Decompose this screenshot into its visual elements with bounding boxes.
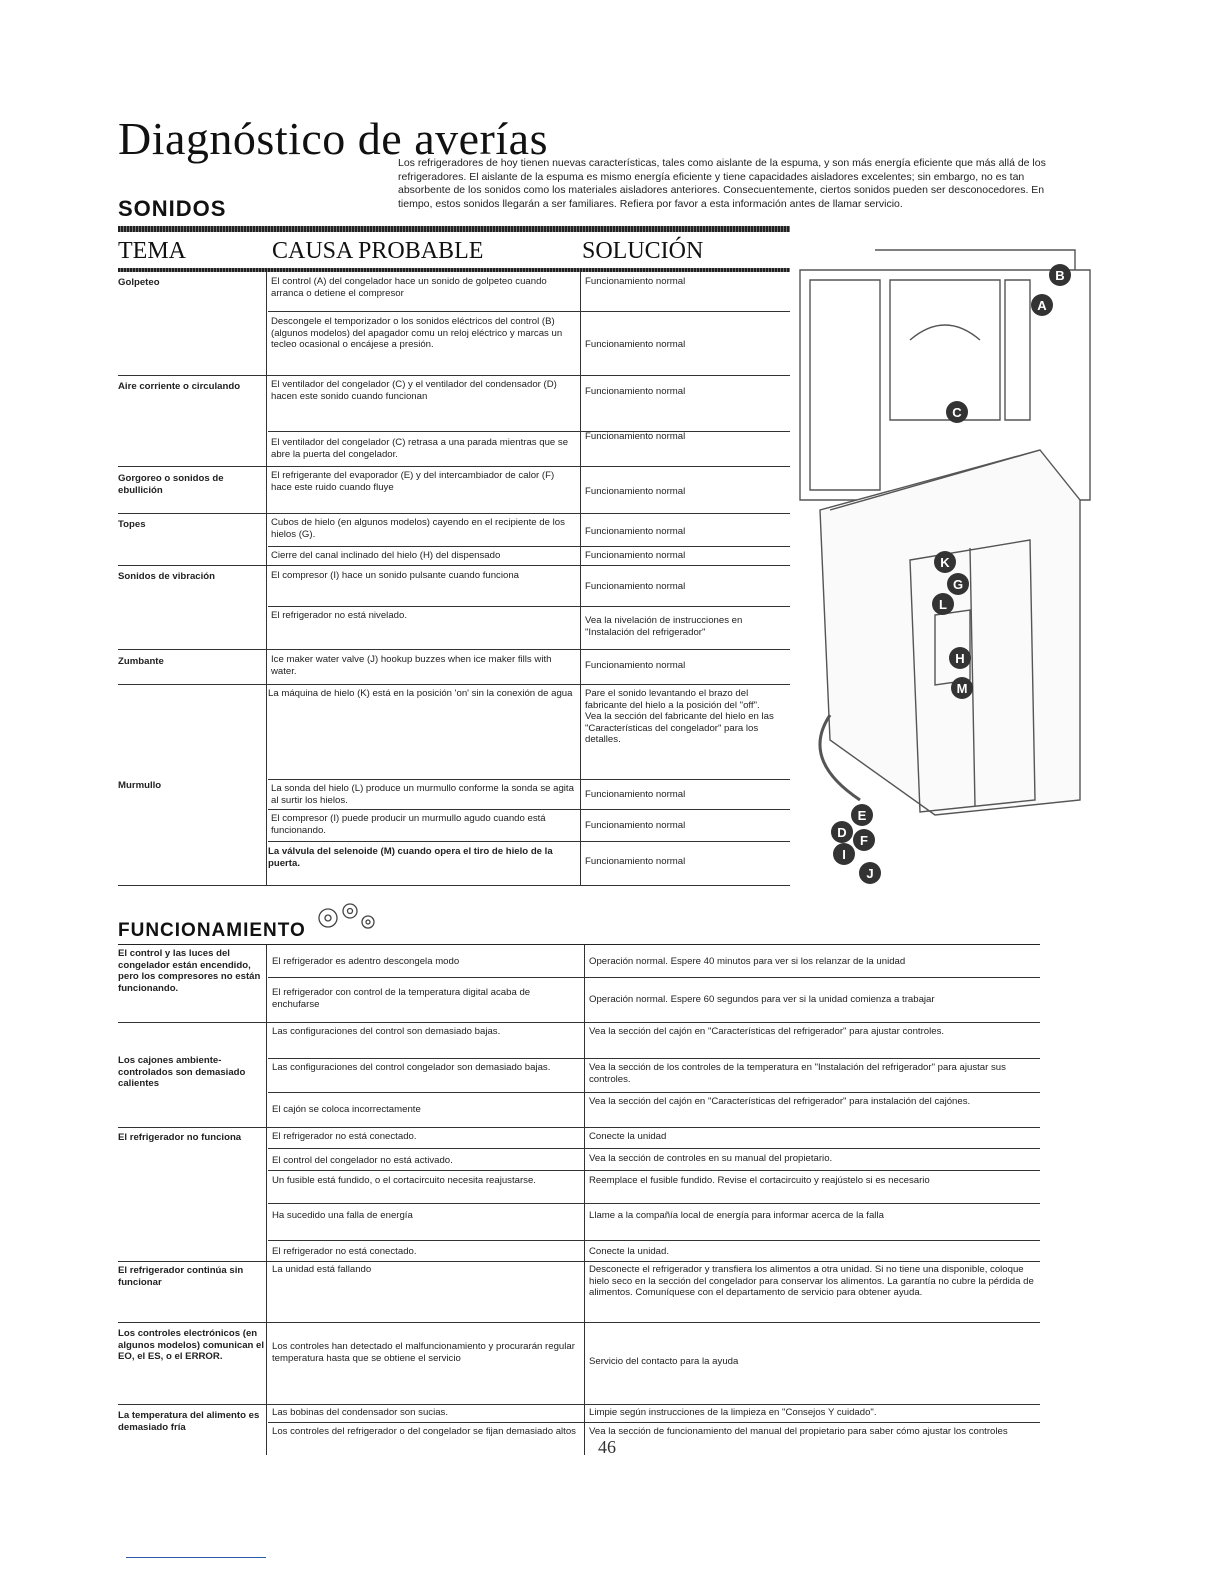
callout-label: E [857,808,867,823]
column-header-tema: TEMA [118,238,186,264]
solucion-cell: Vea la sección de los controles de la temperatura en "Instalación del refrigerador" para ajustar sus controles. [589,1062,1006,1085]
solucion-cell: Vea la sección de controles en su manual del propietario. [589,1153,833,1164]
topic-zumbante: Zumbante [118,656,164,667]
row-divider [268,1203,1040,1204]
fan-arc [910,325,980,340]
causa-cell: El compresor (I) hace un sonido pulsante cuando funciona [271,570,519,581]
callout-label: J [866,866,874,881]
row-divider [268,1148,1040,1149]
row-divider [268,606,790,607]
row-divider [118,1322,1040,1323]
row-divider [268,311,790,312]
solucion-cell: Funcionamiento normal [585,386,686,397]
callout-label: B [1055,268,1065,283]
causa-cell: El refrigerador es adentro descongela modo [272,956,460,967]
causa-cell: Ha sucedido una falla de energía [272,1210,413,1221]
solucion-cell: Desconecte el refrigerador y transfiera los alimentos a otra unidad. Si no tiene una disponible, coloque hielo seco en la sección del congelador para conservar los alimentos. La garantía no cubre la pérdida de alimentos. Comuníquese con el departamento de servicio para obtener ayuda. [589,1264,1034,1299]
row-divider [268,1058,1040,1059]
row-divider [268,1170,1040,1171]
causa-cell: El refrigerante del evaporador (E) y del intercambiador de calor (F) hace este ruido cuando fluye [271,470,555,493]
causa-cell: La válvula del selenoide (M) cuando opera el tiro de hielo de la puerta. [268,846,553,869]
causa-cell: Cierre del canal inclinado del hielo (H) del dispensado [271,550,501,561]
solucion-cell: Conecte la unidad. [589,1246,670,1257]
causa-cell: Las configuraciones del control son demasiado bajas. [272,1026,501,1037]
causa-cell: Los controles han detectado el malfuncionamiento y procurarán regular temperatura hasta que se obtiene el servicio [272,1341,575,1364]
freezer-compartment [890,280,1000,420]
refrigerator-illustration [790,240,1100,900]
callout-label: K [940,555,950,570]
topic-golpeteo: Golpeteo [118,277,160,288]
causa-cell: Cubos de hielo (en algunos modelos) cayendo en el recipiente de los hielos (G). [271,517,565,540]
column-header-causa: CAUSA PROBABLE [272,238,484,264]
topic-aire: Aire corriente o circulando [118,381,241,392]
solucion-cell: Funcionamiento normal [585,526,686,537]
gears-icon [298,896,388,936]
intro-paragraph: Los refrigeradores de hoy tienen nuevas características, tales como aislante de la espuma, y son más energía eficiente que más allá de los refrigeradores. El aislante de la espuma es mismo energía eficiente y tiene capacidades aisladores excelentes; sin embargo, no es tan absorbente de los sonidos como los materiales aisladores anteriores. Consecuentemente, ciertos sonidos pueden ser desconocedores. En tiempo, estos sonidos llegarán a ser familiares. Refiera por favor a esta información antes de llamar servicio. [398,157,1046,210]
row-divider [268,1240,1040,1241]
row-divider [118,1127,1040,1128]
row-divider [118,649,790,650]
causa-cell: El refrigerador con control de la temperatura digital acaba de enchufarse [272,987,531,1010]
causa-cell: El refrigerador no está conectado. [272,1131,417,1142]
topic-gorgoreo: Gorgoreo o sonidos de ebullición [118,473,224,496]
causa-cell: El ventilador del congelador (C) y el ventilador del condensador (D) hacen este sonido cuando funcionan [271,379,557,402]
topic-compresores: El control y las luces del congelador están encendido, pero los compresores no están funcionando. [118,948,261,994]
solucion-cell: Funcionamiento normal [585,339,686,350]
column-divider [266,272,267,886]
solucion-cell: Funcionamiento normal [585,431,686,442]
row-divider [118,1022,1040,1023]
page-title: Diagnóstico de averías [118,113,548,164]
row-divider [118,565,790,566]
row-divider [118,885,790,886]
row-divider [268,546,790,547]
row-divider [268,1092,1040,1093]
control-panel [1005,280,1030,420]
row-divider [268,841,790,842]
solucion-cell: Funcionamiento normal [585,581,686,592]
callout-label: L [939,597,947,612]
topic-temperatura-fria: La temperatura del alimento es demasiado fría [118,1410,260,1433]
solucion-cell: Funcionamiento normal [585,486,686,497]
topic-murmullo: Murmullo [118,780,162,791]
causa-cell: Ice maker water valve (J) hookup buzzes when ice maker fills with water. [271,654,552,677]
solucion-cell: Vea la sección del cajón en "Características del refrigerador" para instalación del cajónes. [589,1096,971,1107]
row-divider [118,1261,1040,1262]
row-divider [268,1422,1040,1423]
column-divider [580,272,581,886]
solucion-cell: Funcionamiento normal [585,789,686,800]
causa-cell: Las bobinas del condensador son sucias. [272,1407,449,1418]
causa-cell: El control del congelador no está activado. [272,1155,453,1166]
topic-vibracion: Sonidos de vibración [118,571,216,582]
row-divider [118,684,790,685]
page-number: 46 [598,1437,616,1457]
solucion-cell: Reemplace el fusible fundido. Revise el cortacircuito y reajústelo si es necesario [589,1175,930,1186]
solucion-cell: Vea la nivelación de instrucciones en "Instalación del refrigerador" [585,615,743,638]
causa-cell: El cajón se coloca incorrectamente [272,1104,421,1115]
solucion-cell: Operación normal. Espere 40 minutos para ver si los relanzar de la unidad [589,956,906,967]
row-divider [118,1404,1040,1405]
solucion-cell: Funcionamiento normal [585,856,686,867]
causa-cell: El compresor (I) puede producir un murmullo agudo cuando está funcionando. [271,813,546,836]
causa-cell: Descongele el temporizador o los sonidos eléctricos del control (B) (algunos modelos) del apagador comu un reloj eléctrico y marcas un tecleo ocasional o encájese a presión. [271,316,563,351]
solucion-cell: Funcionamiento normal [585,276,686,287]
solucion-cell: Funcionamiento normal [585,820,686,831]
solucion-cell: Funcionamiento normal [585,660,686,671]
section-heading-sonidos: SONIDOS [118,196,227,221]
callout-label: D [837,825,847,840]
solucion-cell: Vea la sección de funcionamiento del manual del propietario para saber cómo ajustar los controles [589,1426,1008,1437]
topic-topes: Topes [118,519,146,530]
callout-label: M [956,681,968,696]
causa-cell: La sonda del hielo (L) produce un murmullo conforme la sonda se agita al surtir los hielos. [271,783,574,806]
funcionamiento-rule [118,944,1040,945]
causa-cell: El ventilador del congelador (C) retrasa a una parada mientras que se abre la puerta del congelador. [271,437,569,460]
causa-cell: El refrigerador no está conectado. [272,1246,417,1257]
topic-controles-electronicos: Los controles electrónicos (en algunos modelos) comunican el EO, el ES, o el ERROR. [118,1328,265,1363]
solucion-cell: Conecte la unidad [589,1131,667,1142]
callout-label: G [952,577,964,592]
row-divider [268,977,1040,978]
solucion-cell: Servicio del contacto para la ayuda [589,1356,739,1367]
callout-label: F [860,833,868,848]
causa-cell: Un fusible está fundido, o el cortacircuito necesita reajustarse. [272,1175,536,1186]
callout-label: I [842,847,846,862]
solucion-cell: Operación normal. Espere 60 segundos para ver si la unidad comienza a trabajar [589,994,935,1005]
row-divider [118,375,790,376]
column-header-solucion: SOLUCIÓN [582,238,704,264]
section-heading-funcionamiento: FUNCIONAMIENTO [118,920,306,941]
causa-cell: La unidad está fallando [272,1264,372,1275]
causa-cell: El control (A) del congelador hace un sonido de golpeteo cuando arranca o detiene el compresor [271,276,547,299]
causa-cell: La máquina de hielo (K) está en la posición 'on' sin la conexión de agua [268,688,573,699]
callout-label: A [1037,298,1047,313]
solucion-cell: Limpie según instrucciones de la limpieza en "Consejos Y cuidado". [589,1407,877,1418]
row-divider [268,779,790,780]
freezer-door-frame [810,280,880,490]
row-divider [268,809,790,810]
refrigerator-body [820,450,1080,815]
solucion-cell: Funcionamiento normal [585,550,686,561]
topic-cajones: Los cajones ambiente-controlados son demasiado calientes [118,1055,246,1090]
topic-continua-sin-funcionar: El refrigerador continúa sin funcionar [118,1265,244,1288]
row-divider [118,466,790,467]
solucion-cell: Pare el sonido levantando el brazo del fabricante del hielo a la posición del "off". Vea la sección del fabricante del hielo en las "Características del congelador" para los detalles. [585,688,774,746]
causa-cell: Los controles del refrigerador o del congelador se fijan demasiado altos [272,1426,576,1437]
callout-label: H [955,651,965,666]
topic-no-funciona: El refrigerador no funciona [118,1132,242,1143]
table-header-rule [118,268,790,272]
row-divider [118,513,790,514]
callout-label: C [952,405,962,420]
top-bracket [875,250,1075,270]
solucion-cell: Vea la sección del cajón en "Características del refrigerador" para ajustar controles. [589,1026,945,1037]
heading-rule [118,226,790,232]
footer-line [126,1557,266,1558]
causa-cell: Las configuraciones del control congelador son demasiado bajas. [272,1062,551,1073]
causa-cell: El refrigerador no está nivelado. [271,610,407,621]
solucion-cell: Llame a la compañía local de energía para informar acerca de la falla [589,1210,884,1221]
